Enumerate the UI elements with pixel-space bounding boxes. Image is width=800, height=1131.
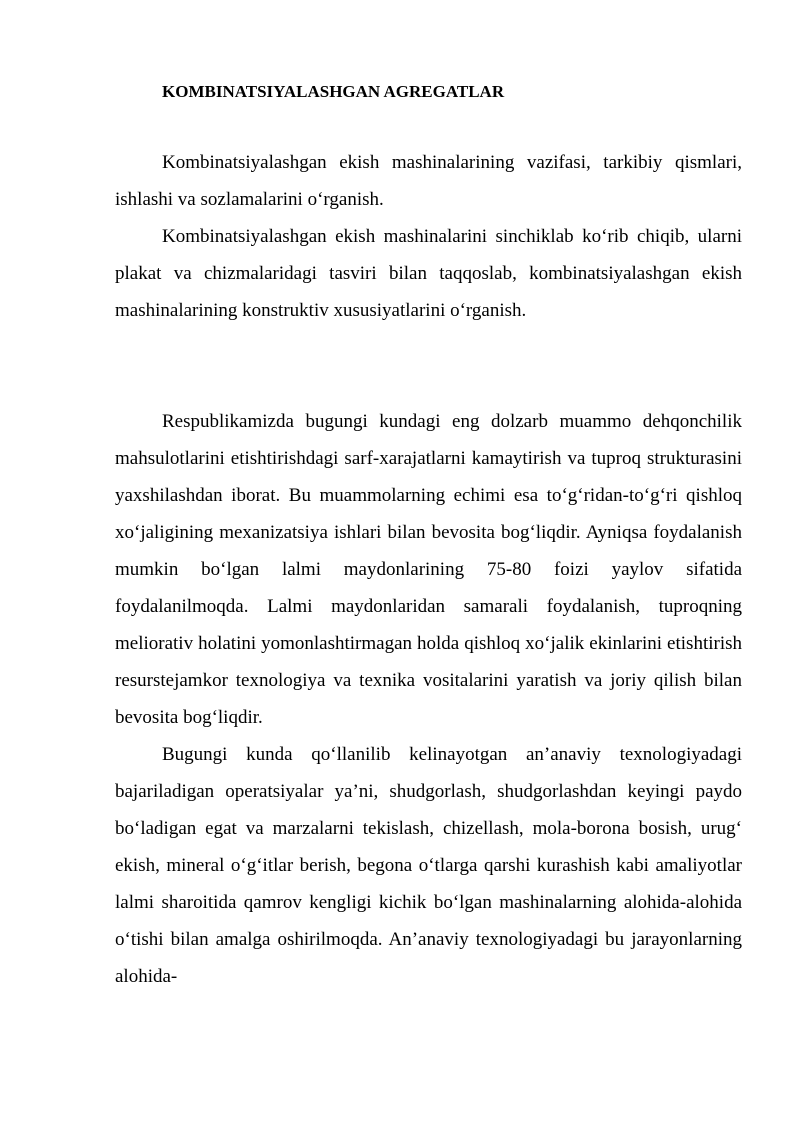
paragraph-block-2 xyxy=(115,403,742,995)
paragraph-republic: Respublikamizda bugungi kundagi eng dolzarb muammo dehqonchilik mahsulotlarini etishtirishdagi sarf-xarajatlarni kamaytirish va tuproq strukturasini yaxshilashdan iborat. Bu muammolarning echimi esa to‘g‘ridan-to‘g‘ri qishloq xo‘jaligining mexanizatsiya ishlari bilan bevosita bog‘liqdir. Ayniqsa foydalanish mumkin bo‘lgan lalmi maydonlarining 75-80 foizi yaylov sifatida foydalanilmoqda. Lalmi maydonlaridan samarali foydalanish, tuproqning meliorativ holatini yomonlashtirmagan holda qishloq xo‘jalik ekinlarini etishtirish resurstejamkor texnologiya va texnika vositalarini yaratish va joriy qilish bilan bevosita bog‘liqdir. xyxy=(115,411,742,728)
paragraph-goal: Kombinatsiyalashgan ekish mashinalarining vazifasi, tarkibiy qismlari, ishlashi va sozlamalarini o‘rganish. xyxy=(115,152,742,210)
document-heading: KOMBINATSIYALASHGAN AGREGATLAR xyxy=(162,82,505,101)
paragraph-today: Bugungi kunda qo‘llanilib kelinayotgan an’anaviy texnologiyadagi bajariladigan operatsiyalar ya’ni, shudgorlash, shudgorlashdan keyingi paydo bo‘ladigan egat va marzalarni tekislash, chizellash, mola-borona bosish, urug‘ ekish, mineral o‘g‘itlar berish, begona o‘tlarga qarshi kurashish kabi amaliyotlar lalmi sharoitida qamrov kengligi kichik bo‘lgan mashinalarning alohida-alohida o‘tishi bilan amalga oshirilmoqda. An’anaviy texnologiyadagi bu jarayonlarning alohida- xyxy=(115,744,742,987)
paragraph-block-1 xyxy=(115,144,742,329)
paragraph-task: Kombinatsiyalashgan ekish mashinalarini sinchiklab ko‘rib chiqib, ularni plakat va chizmalaridagi tasviri bilan taqqoslab, kombinatsiyalashgan ekish mashinalarining konstruktiv xususiyatlarini o‘rganish. xyxy=(115,226,742,321)
